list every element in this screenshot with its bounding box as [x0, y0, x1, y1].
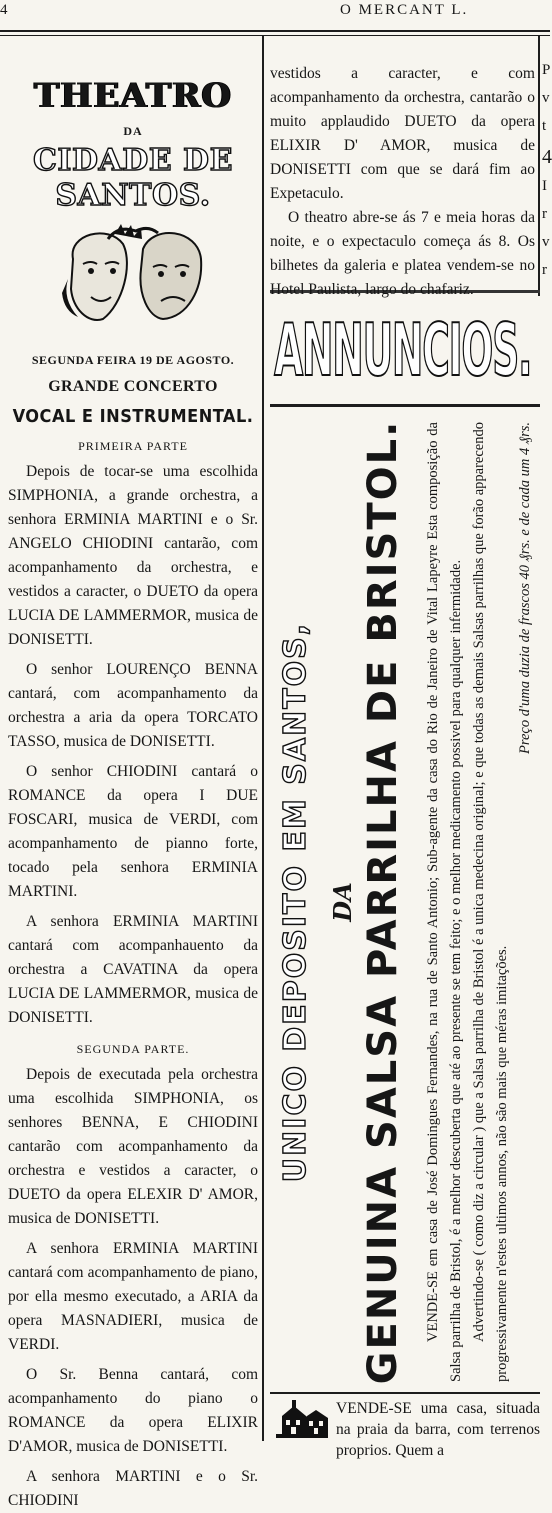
house-icon	[272, 1398, 332, 1440]
edge-fragment: t	[542, 118, 547, 134]
house-ad-text: VENDE-SE uma casa, situada na praia da barra, com terrenos proprios. Quem a	[336, 1400, 540, 1459]
edge-fragment: r	[542, 206, 547, 222]
theatre-column	[8, 60, 258, 1513]
salsaparrilha-advertisement	[272, 412, 534, 1392]
program-paragraph-8: A senhora MARTINI e o Sr. CHIODINI	[8, 1468, 258, 1509]
program-paragraph-3: O senhor CHIODINI cantará o ROMANCE da opera I DUE FOSCARI, musica de VERDI, com acompanhamento de pianno forte, tocado pela senhora ERMINIA MARTINI.	[8, 763, 258, 900]
annuncios-rule-bottom	[270, 404, 540, 407]
ad-body-paragraph-2: Advertindo-se ( como diz a circular ) que a Salsa parrilha de Bristol é a unica medecina original; e que todas as demais Salsas parrilhas que forão apparecendo progressivamente n'estes ultimos annos, não são mais que méras imitações.	[471, 422, 510, 1382]
ad-rule-bottom	[270, 1392, 540, 1394]
house-sale-advertisement	[272, 1398, 540, 1459]
ad-heading-line-3: GENUINA SALSA PARRILHA DE BRISTOL.	[360, 419, 406, 1385]
program-paragraph-2: O senhor LOURENÇO BENNA cantará, com acompanhamento da orchestra a aria da opera TORCATO TASSO, musica de DONISETTI.	[8, 661, 258, 750]
part-one-heading: PRIMEIRA PARTE	[78, 439, 188, 453]
top-rule	[0, 30, 550, 32]
ad-heading-line-1: UNICO DEPOSITO EM SANTOS,	[278, 621, 313, 1183]
running-head: O MERCANT L.	[340, 2, 469, 18]
program-paragraph-7: O Sr. Benna cantará, com acompanhamento do piano o ROMANCE da opera ELIXIR D'AMOR, musica de DONISETTI.	[8, 1366, 258, 1455]
theatre-city: CIDADE DE SANTOS.	[33, 143, 233, 213]
ad-price: Preço d'uma duzia de frascos 40 ₰rs. e de cada um 4 ₰rs.	[517, 422, 533, 755]
program-paragraph-1: Depois de tocar-se uma escolhida SIMPHONIA, a grande orchestra, a senhora ERMINIA MARTINI e o Sr. ANGELO CHIODINI cantarão, com acompanhamento da orchestra, e vestidos a caracter, o DUETO da opera LUCIA DE LAMMERMOR, musica de DONISETTI.	[8, 463, 258, 648]
theatre-da: DA	[123, 124, 143, 138]
ad-body-paragraph-1: VENDE-SE em casa de José Domingues Fernandes, na rua de Santo Antonio; Sub-agente da casa do Rio de Janeiro de Vital Lapeyre Esta composição da Salsa parrilha de Bristol, é a melhor descuberta que até ao presente se tem feito; e o melhor medicamento possivel para qualquer infermidade.	[425, 422, 464, 1382]
theatre-title: THEATRO	[33, 76, 233, 116]
theatre-masks-illustration	[8, 219, 258, 329]
announcements-heading: ANNUNCIOS.	[273, 308, 532, 392]
edge-fragment: P	[542, 62, 551, 78]
column-rule-right	[538, 36, 540, 296]
program-paragraph-6: A senhora ERMINIA MARTINI cantará com acompanhamento de piano, por ella mesmo executado, a ARIA da opera MASNADIERI, musica de VERDI.	[8, 1240, 258, 1353]
top-rule-thin	[0, 35, 550, 36]
continuation-paragraph-2: O theatro abre-se ás 7 e meia horas da noite, e o expectaculo começa ás 8. Os bilhetes da galeria e platea vendem-se no Hotel Paulista, largo do chafariz.	[270, 209, 535, 298]
ad-body	[422, 422, 537, 1382]
continuation-paragraph-1: vestidos a caracter, e com acompanhamento da orchestra, cantarão o muito applaudido DUETO da opera ELIXIR D' AMOR, musica de DONISETTI com que se dará fim ao Expetaculo.	[270, 65, 535, 202]
edge-fragment: v	[542, 90, 550, 106]
edge-fragment: 4	[542, 146, 552, 168]
edge-fragment: I	[542, 178, 547, 194]
edge-fragment: v	[542, 234, 550, 250]
ad-rotated-content	[272, 412, 534, 1392]
event-subtitle: VOCAL E INSTRUMENTAL.	[12, 406, 254, 427]
theatre-masks-icon	[53, 219, 213, 329]
column-rule-center	[262, 36, 264, 1441]
theatre-continuation	[270, 62, 535, 302]
event-title: GRANDE CONCERTO	[48, 378, 218, 395]
event-date: SEGUNDA FEIRA 19 DE AGOSTO.	[31, 353, 235, 367]
announcements-banner	[270, 300, 535, 400]
page-number: 4	[0, 2, 8, 18]
program-paragraph-5: Depois de executada pela orchestra uma escolhida SIMPHONIA, os senhores BENNA, E CHIODINI cantarão com acompanhamento da orchestra e vestidos a caracter, o DUETO da opera ELEXIR D' AMOR, musica de DONISETTI.	[8, 1066, 258, 1227]
ad-heading-line-2: DA	[328, 882, 357, 922]
part-two-heading: SEGUNDA PARTE.	[76, 1042, 190, 1056]
program-paragraph-4: A senhora ERMINIA MARTINI cantará com acompanhauento da orchestra a CAVATINA da opera LUCIA DE LAMMERMOR, musica de DONISETTI.	[8, 913, 258, 1026]
edge-fragment: r	[542, 262, 547, 278]
